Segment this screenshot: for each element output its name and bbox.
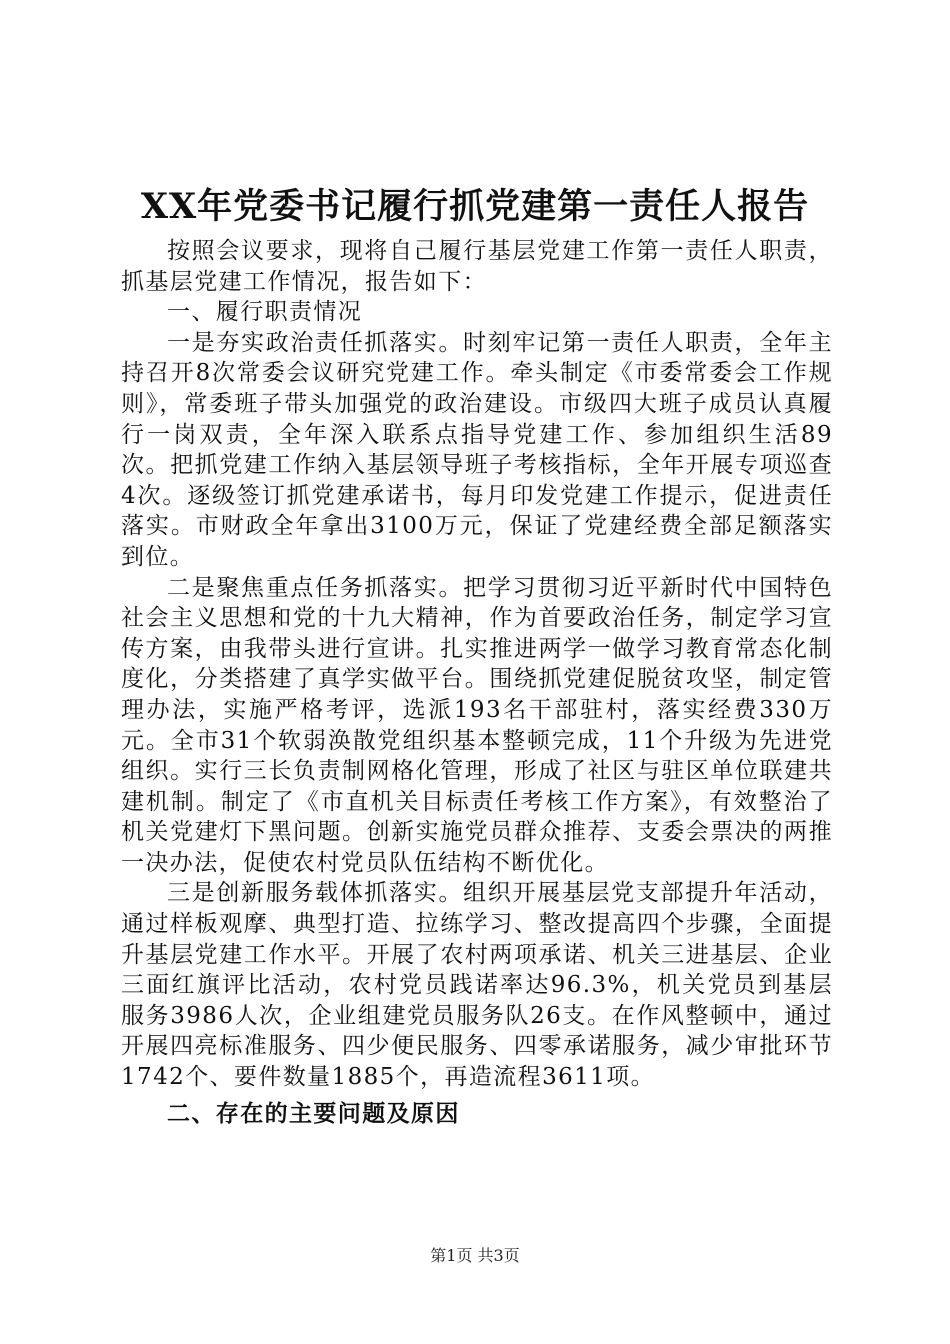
section-heading-2: 二、存在的主要问题及原因 <box>167 1100 460 1127</box>
paragraph-1: 一是夯实政治责任抓落实。时刻牢记第一责任人职责，全年主持召开8次常委会议研究党建工作。牵头制定《市委常委会工作规则》，常委班子带头加强党的政治建设。市级四大班子成员认真履行一岗双责，全年深入联系点指导党建工作、参加组织生活89次。把抓党建工作纳入基层领导班子考核指标，全年开展专项巡查4次。逐级签订抓党建承诺书，每月印发党建工作提示，促进责任落实。市财政全年拿出3100万元，保证了党建经费全部足额落实到位。 <box>121 329 833 570</box>
document-body <box>121 236 833 1129</box>
paragraph-2: 二是聚焦重点任务抓落实。把学习贯彻习近平新时代中国特色社会主义思想和党的十九大精神，作为首要政治任务，制定学习宣传方案，由我带头进行宣讲。扎实推进两学一做学习教育常态化制度化，分类搭建了真学实做平台。围绕抓党建促脱贫攻坚，制定管理办法，实施严格考评，选派193名干部驻村，落实经费330万元。全市31个软弱涣散党组织基本整顿完成，11个升级为先进党组织。实行三长负责制网格化管理，形成了社区与驻区单位联建共建机制。制定了《市直机关目标责任考核工作方案》，有效整治了机关党建灯下黑问题。创新实施党员群众推荐、支委会票决的两推一决办法，促使农村党员队伍结构不断优化。 <box>121 574 833 876</box>
paragraph-3: 三是创新服务载体抓落实。组织开展基层党支部提升年活动，通过样板观摩、典型打造、拉练学习、整改提高四个步骤，全面提升基层党建工作水平。开展了农村两项承诺、机关三进基层、企业三面红旗评比活动，农村党员践诺率达96.3%，机关党员到基层服务3986人次，企业组建党员服务队26支。在作风整顿中，通过开展四亮标准服务、四少便民服务、四零承诺服务，减少审批环节1742个、要件数量1885个，再造流程3611项。 <box>121 880 833 1091</box>
intro-paragraph: 按照会议要求，现将自己履行基层党建工作第一责任人职责，抓基层党建工作情况，报告如下： <box>121 238 833 295</box>
page-footer: 第1页 共3页 <box>430 1246 520 1265</box>
document-title: XX年党委书记履行抓党建第一责任人报告 <box>140 186 810 227</box>
section-heading-1: 一、履行职责情况 <box>167 299 363 326</box>
